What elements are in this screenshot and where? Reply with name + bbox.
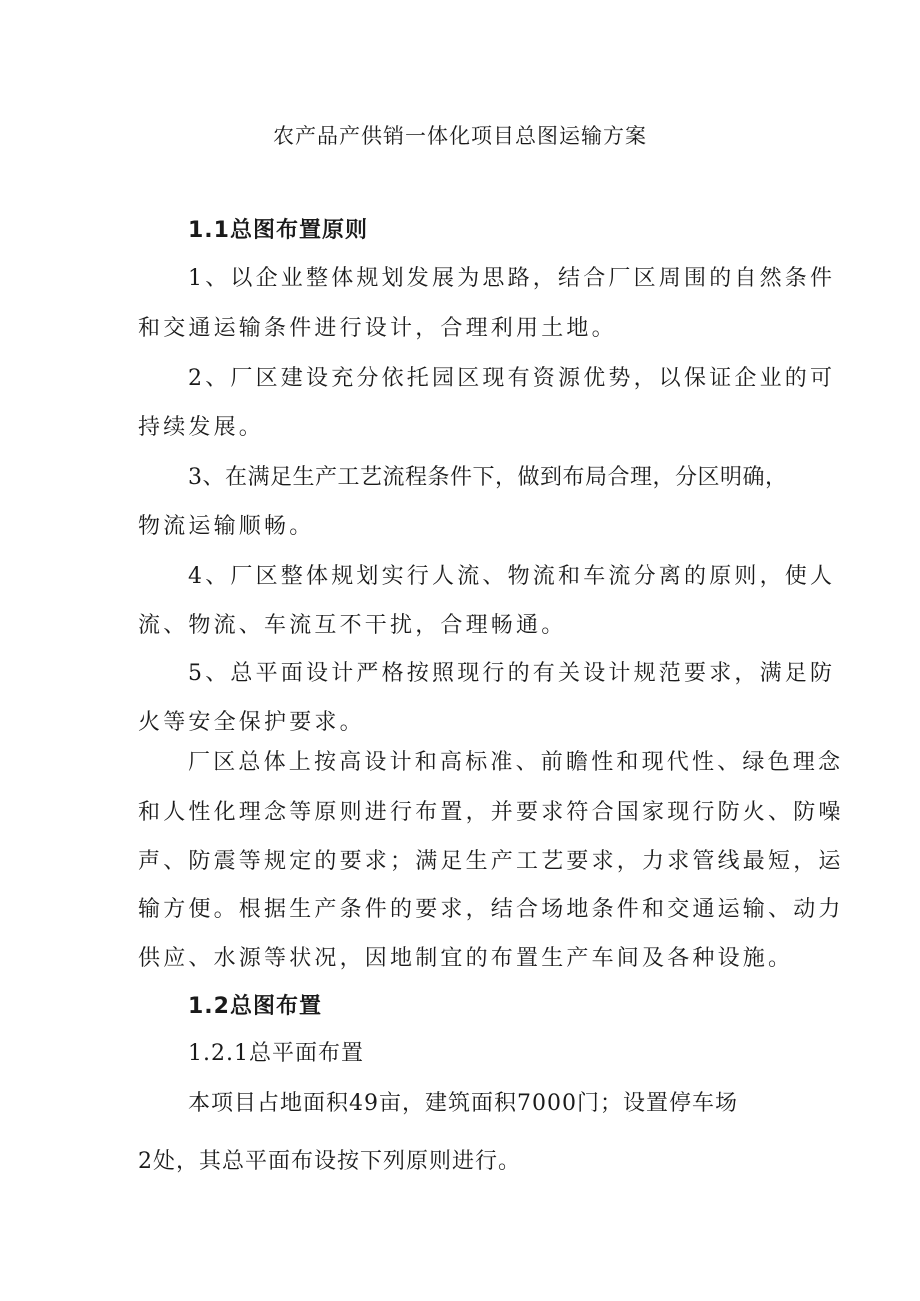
paragraph-line: 1、以企业整体规划发展为思路，结合厂区周围的自然条件	[188, 266, 836, 291]
paragraph-line: 3、在满足生产工艺流程条件下，做到布局合理，分区明确，	[188, 465, 788, 490]
paragraph-line: 厂区总体上按高设计和高标准、前瞻性和现代性、绿色理念	[188, 750, 844, 775]
paragraph-line: 4、厂区整体规划实行人流、物流和车流分离的原则，使人	[188, 564, 836, 589]
section-heading-1-1: 1.1总图布置原则	[188, 218, 368, 243]
paragraph-line: 持续发展。	[138, 415, 265, 440]
paragraph-line: 和交通运输条件进行设计，合理利用土地。	[138, 316, 617, 341]
paragraph-line: 供应、水源等状况，因地制宜的布置生产车间及各种设施。	[138, 946, 794, 971]
document-title: 农产品产供销一体化项目总图运输方案	[273, 124, 647, 148]
paragraph-line: 声、防震等规定的要求；满足生产工艺要求，力求管线最短，运	[138, 849, 844, 874]
paragraph-line: 2处，其总平面布设按下列原则进行。	[138, 1149, 521, 1174]
sub-heading-1-2-1: 1.2.1总平面布置	[188, 1041, 364, 1066]
section-heading-1-2: 1.2总图布置	[188, 994, 322, 1019]
paragraph-line: 物流运输顺畅。	[138, 514, 315, 539]
paragraph-line: 火等安全保护要求。	[138, 710, 365, 735]
paragraph-line: 输方便。根据生产条件的要求，结合场地条件和交通运输、动力	[138, 897, 844, 922]
paragraph-line: 2、厂区建设充分依托园区现有资源优势，以保证企业的可	[188, 366, 836, 391]
paragraph-line: 本项目占地面积49亩，建筑面积7000门；设置停车场	[188, 1091, 738, 1116]
paragraph-line: 5、总平面设计严格按照现行的有关设计规范要求，满足防	[188, 661, 836, 686]
paragraph-line: 流、物流、车流互不干扰，合理畅通。	[138, 613, 567, 638]
paragraph-line: 和人性化理念等原则进行布置，并要求符合国家现行防火、防噪	[138, 800, 844, 825]
